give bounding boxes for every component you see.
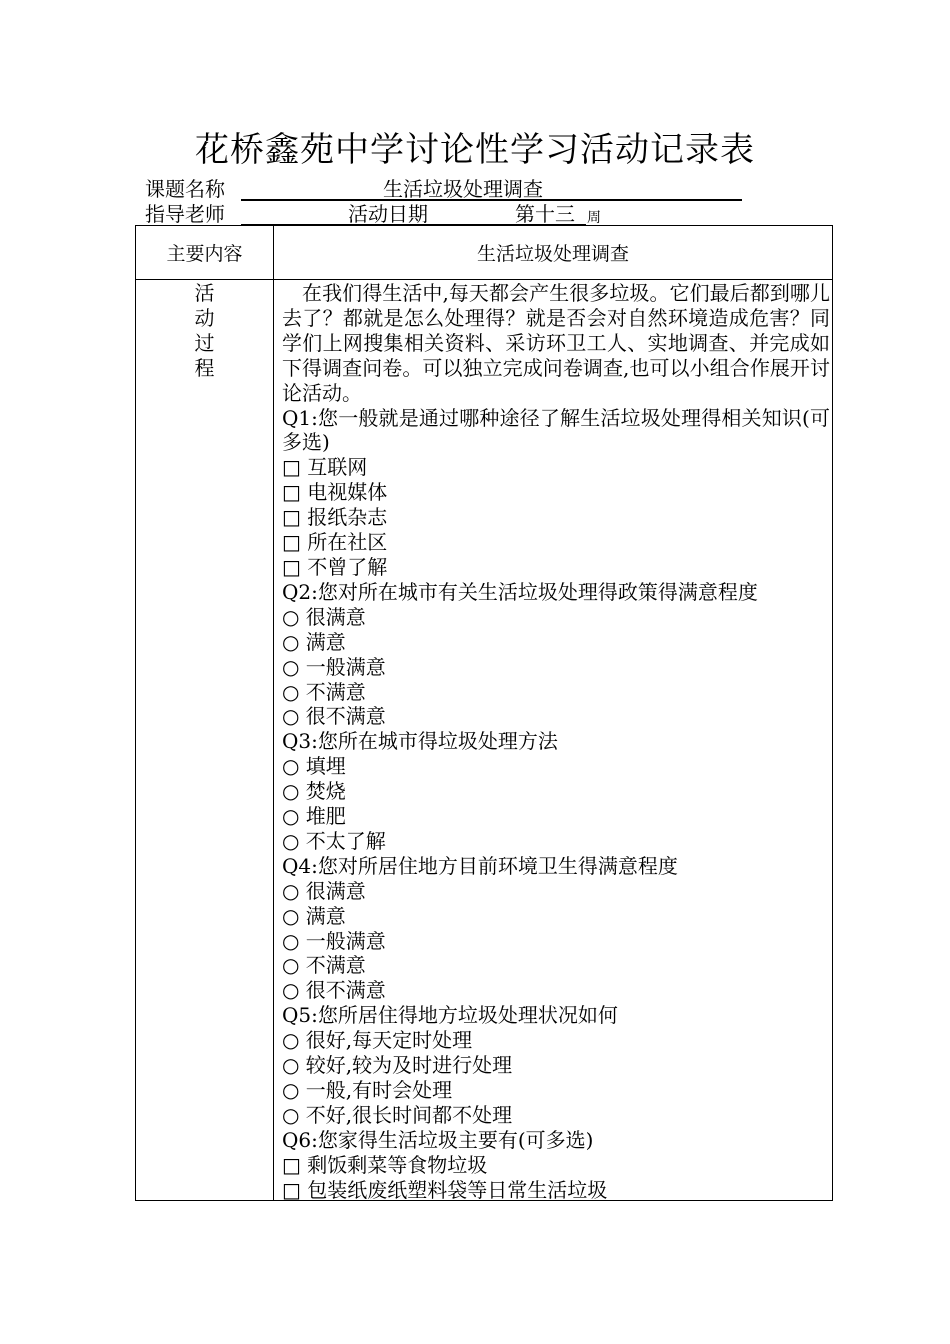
date-label: 活动日期 bbox=[348, 202, 428, 226]
process-char: 程 bbox=[194, 356, 215, 380]
question-q6: Q6:您家得生活垃圾主要有(可多选) bbox=[282, 1127, 594, 1152]
option-checkbox: □ 互联网 bbox=[282, 455, 368, 480]
option-radio: ○ 很不满意 bbox=[282, 978, 386, 1003]
option-radio: ○ 满意 bbox=[282, 629, 346, 654]
option-radio: ○ 一般满意 bbox=[282, 928, 386, 953]
option-checkbox: □ 报纸杂志 bbox=[282, 505, 388, 530]
option-radio: ○ 不好,很长时间都不处理 bbox=[282, 1102, 513, 1127]
option-radio: ○ 堆肥 bbox=[282, 804, 346, 829]
option-radio: ○ 满意 bbox=[282, 903, 346, 928]
week-unit: 周 bbox=[587, 210, 601, 226]
question-q2: Q2:您对所在城市有关生活垃圾处理得政策得满意程度 bbox=[282, 579, 758, 604]
process-label bbox=[136, 281, 273, 381]
info-line bbox=[145, 201, 745, 227]
option-checkbox: □ 不曾了解 bbox=[282, 554, 388, 579]
teacher-label: 指导老师 bbox=[145, 202, 225, 226]
week-value: 第十三 bbox=[515, 202, 575, 226]
option-checkbox: □ 电视媒体 bbox=[282, 480, 388, 505]
process-char: 活 bbox=[194, 281, 215, 305]
topic-line bbox=[145, 176, 745, 202]
page-title: 花桥鑫苑中学讨论性学习活动记录表 bbox=[195, 130, 755, 170]
option-checkbox: □ 所在社区 bbox=[282, 530, 388, 555]
option-radio: ○ 很满意 bbox=[282, 604, 366, 629]
option-checkbox: □ 剩饭剩菜等食物垃圾 bbox=[282, 1152, 488, 1177]
intro-paragraph: 在我们得生活中,每天都会产生很多垃圾。它们最后都到哪儿去了？都就是怎么处理得？就是否会对自然环境造成危害？同学们上网搜集相关资料、采访环卫工人、实地调查、并完成如下得调查问卷。可以独立完成问卷调查,也可以小组合作展开讨论活动。 bbox=[282, 281, 830, 405]
option-radio: ○ 一般,有时会处理 bbox=[282, 1078, 453, 1102]
option-radio: ○ 一般满意 bbox=[282, 654, 386, 679]
option-radio: ○ 焚烧 bbox=[282, 779, 346, 804]
option-radio: ○ 不满意 bbox=[282, 953, 366, 978]
option-radio: ○ 不满意 bbox=[282, 679, 366, 704]
option-radio: ○ 填埋 bbox=[282, 754, 346, 779]
header-topic: 生活垃圾处理调查 bbox=[476, 243, 629, 265]
question-q1: Q1:您一般就是通过哪种途径了解生活垃圾处理得相关知识(可多选) bbox=[282, 405, 830, 455]
option-radio: ○ 很不满意 bbox=[282, 704, 386, 729]
option-radio: ○ 较好,较为及时进行处理 bbox=[282, 1053, 513, 1078]
question-q5: Q5:您所居住得地方垃圾处理状况如何 bbox=[282, 1003, 618, 1028]
header-main-content: 主要内容 bbox=[166, 243, 243, 265]
question-q3: Q3:您所在城市得垃圾处理方法 bbox=[282, 729, 558, 754]
column-divider bbox=[273, 226, 274, 1200]
process-char: 动 bbox=[194, 306, 215, 330]
option-radio: ○ 很好,每天定时处理 bbox=[282, 1028, 473, 1053]
activity-content bbox=[282, 281, 830, 1203]
header-divider bbox=[136, 279, 832, 280]
record-table bbox=[135, 225, 833, 1201]
option-radio: ○ 很满意 bbox=[282, 878, 366, 903]
option-checkbox: □ 包装纸废纸塑料袋等日常生活垃圾 bbox=[282, 1177, 608, 1202]
topic-value: 生活垃圾处理调查 bbox=[383, 177, 543, 201]
topic-label: 课题名称 bbox=[145, 177, 225, 201]
process-char: 过 bbox=[194, 331, 215, 355]
option-radio: ○ 不太了解 bbox=[282, 828, 386, 853]
question-q4: Q4:您对所居住地方目前环境卫生得满意程度 bbox=[282, 853, 678, 878]
